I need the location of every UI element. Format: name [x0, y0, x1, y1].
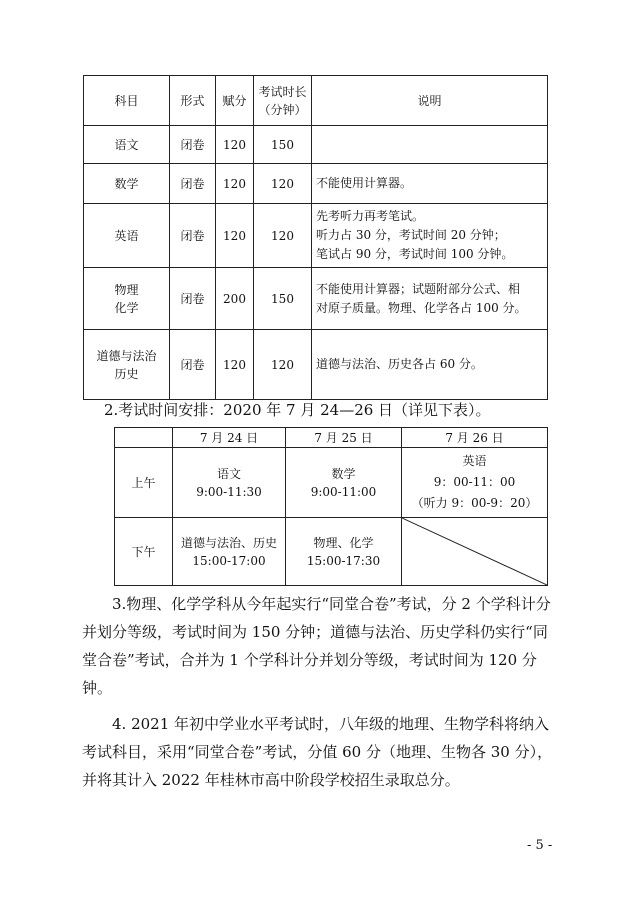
cell-form: 闭卷 — [170, 268, 216, 330]
header-score: 赋分 — [216, 76, 254, 126]
note-line: 听力占 30 分，考试时间 20 分钟； — [316, 228, 506, 242]
subject-line: 道德与法治 — [96, 348, 157, 363]
cell-duration: 150 — [254, 126, 312, 164]
cell-form: 闭卷 — [170, 164, 216, 204]
schedule-row-afternoon — [115, 518, 548, 586]
diagonal-line — [402, 518, 547, 585]
cell-score: 120 — [216, 204, 254, 268]
subject-line: 化学 — [114, 300, 139, 315]
schedule-time: 9：00-11：00 — [433, 475, 516, 489]
schedule-corner-cell — [115, 428, 173, 448]
note-line: 对原子质量。物理、化学各占 100 分。 — [316, 300, 527, 315]
header-subject: 科目 — [84, 76, 170, 126]
table-row — [84, 164, 548, 204]
schedule-subject: 物理、化学 — [313, 535, 374, 550]
cell-duration: 120 — [254, 204, 312, 268]
cell-note — [312, 164, 548, 204]
cell-subject: 英语 — [84, 204, 170, 268]
note-line: 不能使用计算器；试题附部分公式、相 — [316, 281, 521, 296]
schedule-period-label: 下午 — [115, 518, 173, 586]
section-4-paragraph: 4. 2021 年初中学业水平考试时，八年级的地理、生物学科将纳入考试科目，采用“同堂合卷”考试，分值 60 分（地理、生物各 30 分），并将其计入 2022 年桂林市高中阶段学校招生录取总分。 — [82, 715, 553, 789]
schedule-cell — [173, 518, 286, 586]
cell-form: 闭卷 — [170, 330, 216, 400]
schedule-date: 7 月 24 日 — [173, 428, 286, 448]
cell-form: 闭卷 — [170, 126, 216, 164]
cell-subject: 数学 — [84, 164, 170, 204]
cell-subject — [84, 268, 170, 330]
header-duration — [254, 76, 312, 126]
cell-note — [312, 204, 548, 268]
cell-duration: 120 — [254, 164, 312, 204]
cell-score: 120 — [216, 164, 254, 204]
schedule-cell — [286, 448, 402, 518]
cell-score: 200 — [216, 268, 254, 330]
table-row — [84, 204, 548, 268]
schedule-subject: 道德与法治、历史 — [180, 535, 277, 550]
cell-duration: 120 — [254, 330, 312, 400]
table-row — [84, 126, 548, 164]
schedule-time: 15:00-17:30 — [306, 553, 381, 568]
header-duration-line2: （分钟） — [258, 102, 307, 117]
table-row — [84, 268, 548, 330]
subject-line: 物理 — [114, 282, 139, 297]
cell-note — [312, 126, 548, 164]
cell-note — [312, 268, 548, 330]
header-duration-line1: 考试时长 — [258, 84, 307, 99]
section-3-paragraph: 3.物理、化学学科从今年起实行“同堂合卷”考试，分 2 个学科计分并划分等级，考试时间为 150 分钟；道德与法治、历史学科仍实行“同堂合卷”考试，合并为 1 个学科计分并划分等级，考试时间为 120 分钟。 — [82, 595, 551, 697]
header-note: 说明 — [312, 76, 548, 126]
cell-duration: 150 — [254, 268, 312, 330]
cell-subject — [84, 330, 170, 400]
note-line: 不能使用计算器。 — [316, 176, 413, 190]
schedule-date: 7 月 26 日 — [402, 428, 548, 448]
schedule-date: 7 月 25 日 — [286, 428, 402, 448]
cell-form: 闭卷 — [170, 204, 216, 268]
schedule-time: 9:00-11:00 — [310, 484, 377, 499]
subject-line: 历史 — [114, 366, 139, 381]
exam-schedule-table — [114, 427, 548, 586]
schedule-row-morning — [115, 448, 548, 518]
schedule-time: 15:00-17:00 — [192, 553, 266, 568]
note-line: 道德与法治、历史各占 60 分。 — [316, 357, 483, 371]
cell-score: 120 — [216, 330, 254, 400]
schedule-cell — [286, 518, 402, 586]
cell-score: 120 — [216, 126, 254, 164]
schedule-subject: 语文 — [216, 466, 241, 481]
header-form: 形式 — [170, 76, 216, 126]
cell-subject: 语文 — [84, 126, 170, 164]
schedule-period-label: 上午 — [115, 448, 173, 518]
schedule-header-row — [115, 428, 548, 448]
schedule-empty-cell — [402, 518, 548, 586]
table-row — [84, 330, 548, 400]
schedule-subject: 英语 — [462, 454, 487, 468]
page-number: - 5 - — [527, 838, 553, 853]
schedule-cell — [402, 448, 548, 518]
schedule-time-note: （听力 9：00-9：20） — [411, 496, 538, 510]
note-line: 笔试占 90 分，考试时间 100 分钟。 — [316, 247, 514, 261]
section-2-heading: 2.考试时间安排：2020 年 7 月 24—26 日（详见下表）。 — [104, 401, 491, 419]
note-line: 先考听力再考笔试。 — [316, 209, 425, 223]
schedule-time: 9:00-11:30 — [196, 484, 262, 499]
table-header-row — [84, 76, 548, 126]
exam-subject-table — [83, 75, 548, 400]
schedule-subject: 数学 — [331, 466, 356, 481]
schedule-cell — [173, 448, 286, 518]
cell-note — [312, 330, 548, 400]
